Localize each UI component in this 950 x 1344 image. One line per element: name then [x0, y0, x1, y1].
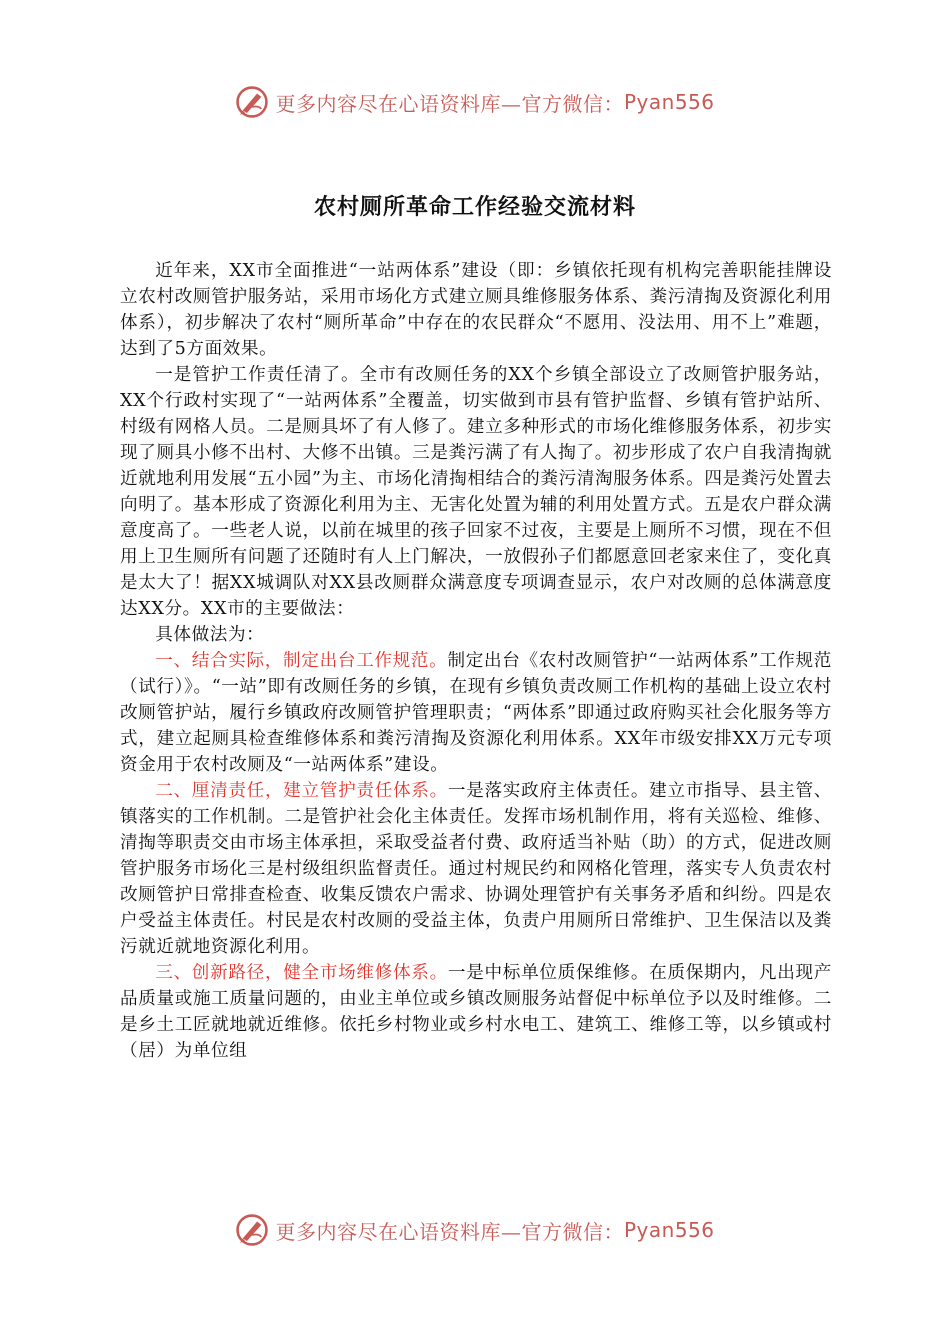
- banner-text: 更多内容尽在心语资料库—官方微信：: [275, 1219, 624, 1244]
- banner-text: 更多内容尽在心语资料库—官方微信：: [275, 91, 624, 116]
- paragraph-section-2: 二、厘清责任，建立管护责任体系。一是落实政府主体责任。建立市指导、县主管、镇落实的工作机制。二是管护社会化主体责任。发挥市场机制作用，将有关巡检、维修、清掏等职责交由市场主体承担，采取受益者付费、政府适当补贴（助）的方式，促进改厕管护服务市场化三是村级组织监督责任。通过村规民约和网格化管理，落实专人负责农村改厕管护日常排查检查、收集反馈农户需求、协调处理管护有关事务矛盾和纠纷。四是农户受益主体责任。村民是农村改厕的受益主体，负责户用厕所日常维护、卫生保洁以及粪污就近就地资源化利用。: [120, 781, 832, 957]
- section-heading: 三、创新路径，健全市场维修体系。: [155, 963, 448, 983]
- section-heading: 二、厘清责任，建立管护责任体系。: [155, 781, 448, 801]
- document-body: [120, 258, 832, 1064]
- pen-logo-icon: [235, 1213, 269, 1247]
- paragraph-section-1: 一、结合实际，制定出台工作规范。制定出台《农村改厕管护“一站两体系”工作规范（试行）》。“一站”即有改厕任务的乡镇，在现有乡镇负责改厕工作机构的基础上设立农村改厕管护站，履行乡镇政府改厕管护管理职责；“两体系”即通过政府购买社会化服务等方式，建立起厕具检查维修体系和粪污清掏及资源化利用体系。XX年市级安排XX万元专项资金用于农村改厕及“一站两体系”建设。: [120, 651, 832, 775]
- banner-wechat-id: Pyan556: [623, 1218, 715, 1242]
- section-heading: 一、结合实际，制定出台工作规范。: [155, 651, 448, 671]
- paragraph-section-3: 三、创新路径，健全市场维修体系。一是中标单位质保维修。在质保期内，凡出现产品质量或施工质量问题的，由业主单位或乡镇改厕服务站督促中标单位予以及时维修。二是乡土工匠就地就近维修。依托乡村物业或乡村水电工、建筑工、维修工等，以乡镇或村（居）为单位组: [120, 963, 832, 1061]
- document-title: 农村厕所革命工作经验交流材料: [313, 194, 636, 220]
- banner-wechat-id: Pyan556: [623, 90, 715, 114]
- paragraph-intro: 近年来，XX市全面推进“一站两体系”建设（即：乡镇依托现有机构完善职能挂牌设立农村改厕管护服务站，采用市场化方式建立厕具维修服务体系、粪污清掏及资源化利用体系），初步解决了农村“厕所革命”中存在的农民群众“不愿用、没法用、用不上”难题，达到了5方面效果。: [120, 261, 832, 359]
- header-banner: [0, 82, 950, 122]
- paragraph-methods-lead: 具体做法为：: [155, 625, 265, 645]
- footer-banner: [0, 1210, 950, 1250]
- paragraph-effects: 一是管护工作责任清了。全市有改厕任务的XX个乡镇全部设立了改厕管护服务站，XX个行政村实现了“一站两体系”全覆盖，切实做到市县有管护监督、乡镇有管护站所、村级有网格人员。二是厕具坏了有人修了。建立多种形式的市场化维修服务体系，初步实现了厕具小修不出村、大修不出镇。三是粪污满了有人掏了。初步形成了农户自我清掏就近就地利用发展“五小园”为主、市场化清掏相结合的粪污清淘服务体系。四是粪污处置去向明了。基本形成了资源化利用为主、无害化处置为辅的利用处置方式。五是农户群众满意度高了。一些老人说，以前在城里的孩子回家不过夜，主要是上厕所不习惯，现在不但用上卫生厕所有问题了还随时有人上门解决，一放假孙子们都愿意回老家来住了，变化真是太大了！据XX城调队对XX县改厕群众满意度专项调查显示，农户对改厕的总体满意度达XX分。XX市的主要做法：: [120, 365, 832, 619]
- pen-logo-icon: [235, 85, 269, 119]
